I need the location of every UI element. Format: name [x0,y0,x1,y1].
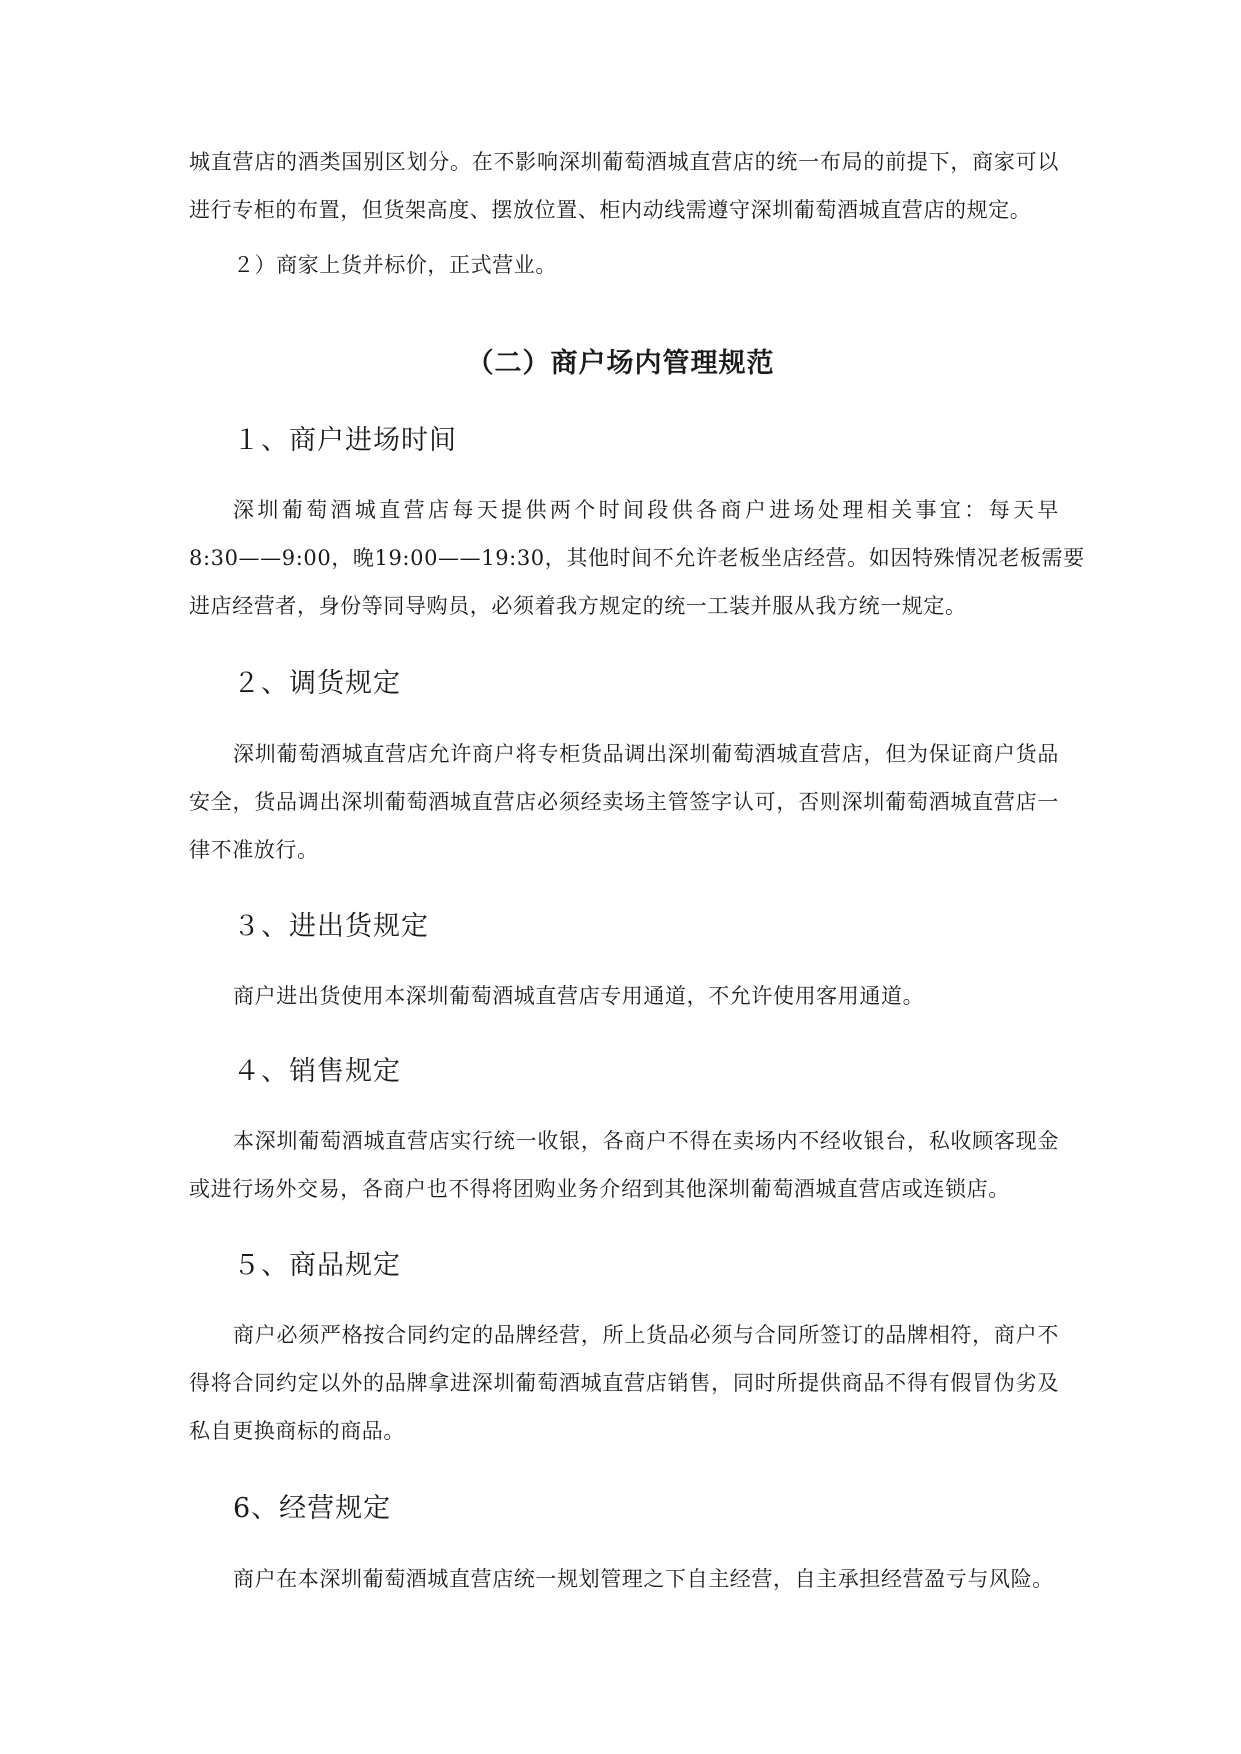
text-line: 8:30——9:00，晚19:00——19:30，其他时间不允许老板坐店经营。如因特殊情况老板需要 [189,546,1085,570]
text-line: 安全，货品调出深圳葡萄酒城直营店必须经卖场主管签字认可，否则深圳葡萄酒城直营店一 [189,790,1059,814]
text-line: 或进行场外交易，各商户也不得将团购业务介绍到其他深圳葡萄酒城直营店或连锁店。 [189,1177,1010,1201]
text-line: 进店经营者，身份等同导购员，必须着我方规定的统一工装并服从我方统一规定。 [189,594,967,618]
text-line: ２）商家上货并标价，正式营业。 [233,253,557,277]
text-line: 律不准放行。 [189,838,319,862]
text-line: 深圳葡萄酒城直营店每天提供两个时间段供各商户进场处理相关事宜：每天早 [233,498,1059,522]
text-line: 商户进出货使用本深圳葡萄酒城直营店专用通道，不允许使用客用通道。 [233,984,925,1008]
heading-products: ５、商品规定 [233,1250,401,1281]
text-line: 进行专柜的布置，但货架高度、摆放位置、柜内动线需遵守深圳葡萄酒城直营店的规定。 [189,198,1032,222]
intro-paragraph [189,138,1059,234]
paragraph-sales [189,1117,1059,1213]
section-title: （二）商户场内管理规范 [466,348,775,379]
text-line: 深圳葡萄酒城直营店允许商户将专柜货品调出深圳葡萄酒城直营店，但为保证商户货品 [233,742,1059,766]
heading-entry-time: １、商户进场时间 [233,425,457,456]
heading-transfer: ２、调货规定 [233,668,401,699]
text-line: 商户必须严格按合同约定的品牌经营，所上货品必须与合同所签订的品牌相符，商户不 [233,1323,1059,1347]
paragraph-transfer [189,730,1059,874]
text-line: 私自更换商标的商品。 [189,1419,405,1443]
text-line: 本深圳葡萄酒城直营店实行统一收银，各商户不得在卖场内不经收银台，私收顾客现金 [233,1129,1059,1153]
paragraph-goods-in-out [189,972,1059,1020]
text-line: 得将合同约定以外的品牌拿进深圳葡萄酒城直营店销售，同时所提供商品不得有假冒伪劣及 [189,1371,1059,1395]
heading-operations: 6、经营规定 [233,1493,392,1524]
paragraph-products [189,1311,1059,1455]
paragraph-operations [189,1555,1059,1603]
heading-goods-in-out: ３、进出货规定 [233,911,429,942]
list-item-2 [189,241,1103,289]
heading-sales: ４、销售规定 [233,1056,401,1087]
paragraph-entry-time [189,486,1085,630]
text-line: 城直营店的酒类国别区划分。在不影响深圳葡萄酒城直营店的统一布局的前提下，商家可以 [189,150,1059,174]
text-line: 商户在本深圳葡萄酒城直营店统一规划管理之下自主经营，自主承担经营盈亏与风险。 [233,1567,1054,1591]
